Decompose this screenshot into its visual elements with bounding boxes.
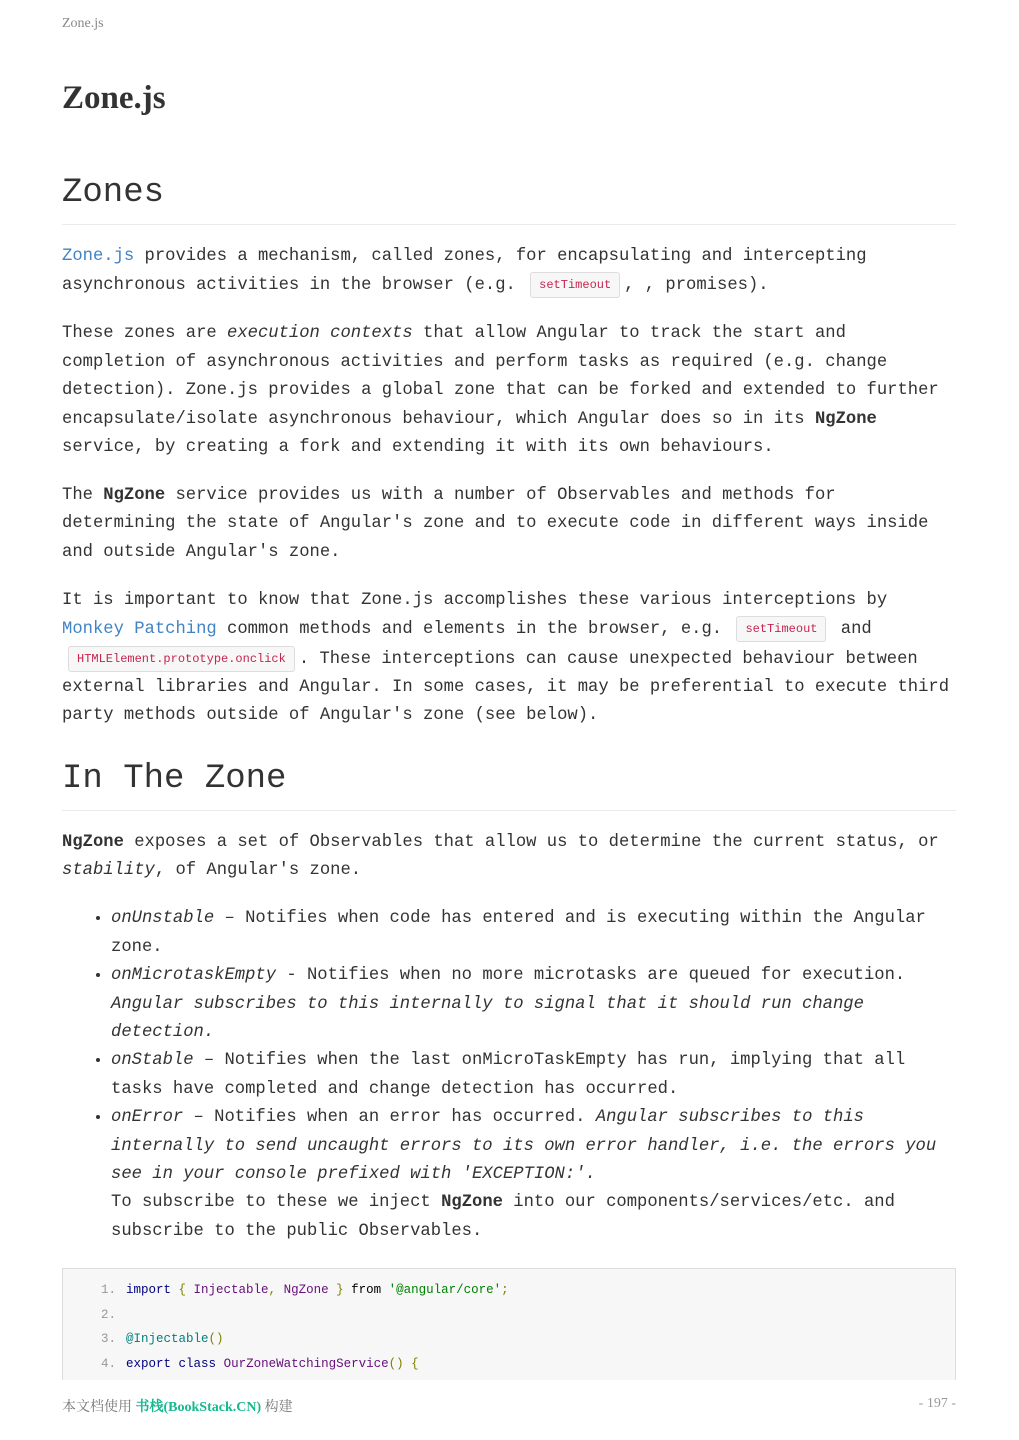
strong-ngzone: NgZone xyxy=(814,409,877,429)
code-line xyxy=(63,1306,955,1331)
text-segment: The xyxy=(62,486,104,506)
text-segment: These zones are xyxy=(62,324,228,344)
text-segment: service provides us with a number of Observables and methods for determining the state of Angular's zone and to execute code in different ways inside and outside Angular's zone. xyxy=(62,486,929,562)
text-segment: common methods and elements in the browser, e.g. xyxy=(216,620,723,640)
text-segment: and xyxy=(840,620,872,640)
line-number: 1. xyxy=(100,1283,116,1297)
section-zones xyxy=(62,174,956,750)
observable-note: Angular subscribes to this internally to signal that it should run change detection. xyxy=(111,994,864,1043)
observable-list xyxy=(62,905,956,1246)
code-token-keyword: export xyxy=(126,1356,172,1371)
code-token-identifier: Injectable xyxy=(193,1283,269,1297)
observable-name: onStable xyxy=(111,1051,194,1071)
strong-ngzone: NgZone xyxy=(103,486,166,506)
paragraph-ngzone-observables xyxy=(62,829,956,886)
list-item-onmicrotaskempty xyxy=(111,962,956,1047)
code-token-punctuation: ; xyxy=(501,1283,509,1297)
code-token-punctuation: { xyxy=(171,1283,194,1297)
footer-prefix: 本文档使用 xyxy=(62,1400,136,1415)
code-token-identifier: NgZone xyxy=(283,1283,329,1297)
monkey-patching-link[interactable]: Monkey Patching xyxy=(62,620,217,640)
zonejs-link[interactable]: Zone.js xyxy=(62,247,135,266)
list-item-onunstable xyxy=(111,905,956,962)
code-token-punctuation: () xyxy=(208,1332,224,1347)
paragraph-monkey-patching xyxy=(62,587,956,731)
footer-suffix: 构建 xyxy=(261,1400,293,1415)
document-title: Zone.js xyxy=(62,80,166,116)
code-token-keyword: import xyxy=(126,1283,172,1297)
section-in-the-zone xyxy=(62,760,956,1246)
code-token-space xyxy=(171,1357,179,1371)
observable-description: – Notifies when code has entered and is executing within the Angular zone. xyxy=(111,909,926,957)
text-segment: , of Angular's zone. xyxy=(154,861,362,881)
code-token-space xyxy=(216,1357,224,1371)
code-settimeout: setTimeout xyxy=(736,616,826,642)
code-token-string: '@angular/core' xyxy=(388,1283,502,1297)
observable-name: onMicrotaskEmpty xyxy=(111,966,277,986)
code-token-keyword: from xyxy=(351,1283,382,1297)
observable-name: onError xyxy=(111,1108,184,1128)
text-segment: provides a mechanism, called zones, for encapsulating and intercepting asynchronous activities in the browser (e.g. xyxy=(62,247,867,296)
code-line xyxy=(63,1330,955,1355)
strong-ngzone: NgZone xyxy=(441,1193,503,1213)
text-segment: that allow Angular to track the start and completion of asynchronous activities and perform tasks as required (e.g. change detection). Zone.js provides a global zone that can be forked and extended to further encapsulate/isolate asynchronous behaviour, which Angular does so in its xyxy=(62,324,939,429)
code-line xyxy=(63,1355,955,1380)
paragraph-execution-contexts xyxy=(62,320,956,462)
text-segment: into our components/services/etc. and subscribe to the public Observables. xyxy=(111,1193,895,1241)
code-block xyxy=(62,1268,956,1380)
observable-description: – Notifies when an error has occurred. xyxy=(183,1108,596,1128)
emphasis-stability: stability xyxy=(62,861,155,881)
code-token-decorator: @Injectable xyxy=(126,1332,209,1347)
list-item-onstable xyxy=(111,1047,956,1104)
section-heading-in-the-zone: In The Zone xyxy=(62,760,956,811)
paragraph-ngzone-service xyxy=(62,482,956,567)
code-settimeout: setTimeout xyxy=(530,272,620,298)
emphasis-execution-contexts: execution contexts xyxy=(227,324,413,344)
code-token-punctuation: , xyxy=(268,1283,284,1297)
observable-name: onUnstable xyxy=(111,909,215,929)
page-number: - 197 - xyxy=(918,1396,956,1411)
bookstack-brand-link[interactable]: 书栈(BookStack.CN) xyxy=(135,1400,262,1415)
code-line xyxy=(63,1281,955,1306)
line-number: 4. xyxy=(100,1356,116,1371)
running-header: Zone.js xyxy=(62,16,104,31)
code-token-identifier: OurZoneWatchingService xyxy=(223,1356,389,1371)
text-segment: , , promises). xyxy=(624,276,769,296)
strong-ngzone: NgZone xyxy=(62,833,124,852)
text-segment: service, by creating a fork and extending it with its own behaviours. xyxy=(62,438,774,458)
code-token-keyword: class xyxy=(178,1356,217,1371)
text-segment: exposes a set of Observables that allow us to determine the current status, or xyxy=(123,833,939,852)
text-segment: To subscribe to these we inject xyxy=(111,1193,442,1213)
code-token-punctuation: } xyxy=(328,1283,352,1297)
observable-description: – Notifies when the last onMicroTaskEmpty has run, implying that all tasks have completed and change detection has occurred. xyxy=(111,1051,906,1099)
code-token-space xyxy=(381,1283,389,1297)
observable-description: - Notifies when no more microtasks are queued for execution. xyxy=(276,966,906,986)
code-htmlelement-onclick: HTMLElement.prototype.onclick xyxy=(68,646,295,672)
text-segment: . These interceptions can cause unexpected behaviour between external libraries and Angular. In some cases, it may be preferential to execute third party methods outside of Angular's zone (see below). xyxy=(62,649,950,726)
page-footer xyxy=(62,1396,293,1416)
observable-note: Angular subscribes to this internally to send uncaught errors to its own error handler, i.e. the errors you see in your console prefixed with 'EXCEPTION:'. xyxy=(111,1108,937,1185)
list-item-onerror xyxy=(111,1104,956,1246)
line-number: 2. xyxy=(100,1307,116,1322)
text-segment: It is important to know that Zone.js accomplishes these various interceptions by xyxy=(62,590,888,610)
code-token-punctuation: () { xyxy=(388,1356,419,1371)
line-number: 3. xyxy=(100,1332,116,1347)
paragraph-zonejs-intro xyxy=(62,243,956,301)
section-heading-zones: Zones xyxy=(62,174,956,225)
